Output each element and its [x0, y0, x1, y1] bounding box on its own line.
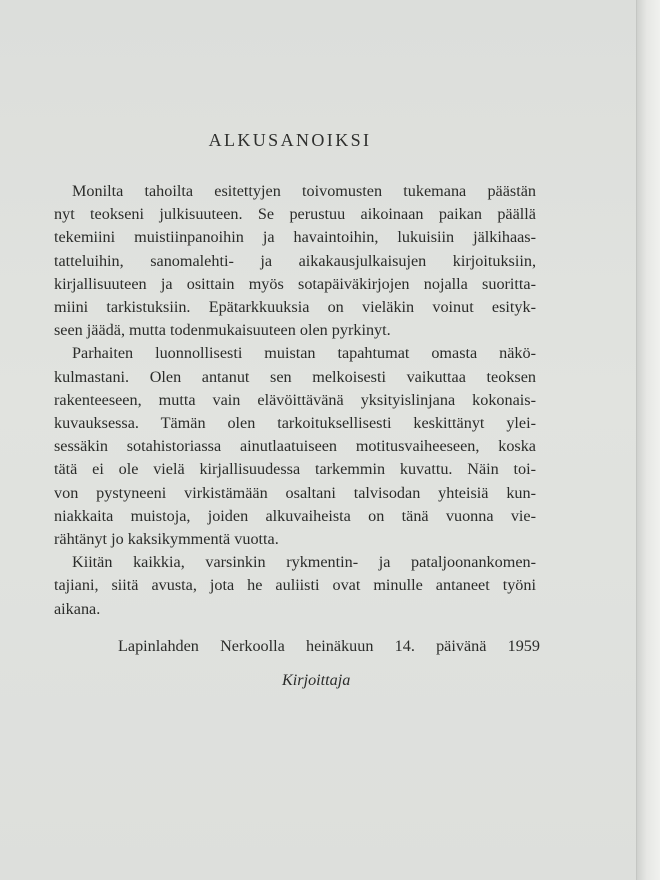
text-line: sessäkin sotahistoriassa ainutlaatuiseen motitusvaiheeseen, koska — [54, 437, 536, 456]
text-line: niakkaita muistoja, joiden alkuvaiheista on tänä vuonna vie- — [54, 506, 536, 525]
text-line: rähtänyt jo kaksikymmentä vuotta. — [54, 530, 279, 549]
text-line: Kiitän kaikkia, varsinkin rykmentin- ja pataljoonankomen- — [72, 553, 536, 572]
author-signature: Kirjoittaja — [282, 671, 351, 689]
text-line: Parhaiten luonnollisesti muistan tapahtumat omasta näkö- — [72, 344, 536, 363]
text-line: tätä ei ole vielä kirjallisuudessa tarkemmin kuvattu. Näin toi- — [54, 460, 536, 479]
paragraph-3 — [54, 551, 536, 621]
text-line: aikana. — [54, 599, 101, 618]
place-and-date: Lapinlahden Nerkoolla heinäkuun 14. päivänä 1959 — [118, 637, 540, 655]
text-line: Monilta tahoilta esitettyjen toivomusten tukemana päästän — [72, 182, 536, 200]
text-line: kirjallisuuteen ja osittain myös sotapäiväkirjojen nojalla suoritta- — [54, 274, 536, 293]
text-line: tekemiini muistiinpanoihin ja havaintoihin, lukuisiin jälkihaas- — [54, 228, 536, 247]
text-line: miini tarkistuksiin. Epätarkkuuksia on vieläkin voinut esityk- — [54, 298, 536, 317]
text-line: tatteluihin, sanomalehti- ja aikakausjulkaisujen kirjoituksiin, — [54, 251, 536, 270]
text-line: kuvauksessa. Tämän olen tarkoituksellisesti keskittänyt ylei- — [54, 414, 536, 433]
text-line: nyt teokseni julkisuuteen. Se perustuu aikoinaan paikan päällä — [54, 205, 536, 224]
page-edge — [636, 0, 660, 880]
text-line: seen jäädä, mutta todenmukaisuuteen olen pyrkinyt. — [54, 321, 391, 340]
text-line: rakenteeseen, mutta vain elävöittävänä yksityislinjana kokonais- — [54, 390, 536, 409]
preface-body — [54, 180, 536, 621]
page-title: ALKUSANOIKSI — [208, 130, 372, 150]
text-line: tajiani, siitä avusta, jota he auliisti ovat minulle antaneet työni — [54, 576, 536, 595]
paragraph-1 — [54, 180, 536, 342]
text-line: von pystyneeni virkistämään osaltani talvisodan yhteisiä kun- — [54, 483, 536, 502]
text-line: kulmastani. Olen antanut sen melkoisesti vaikuttaa teoksen — [54, 367, 536, 386]
paragraph-2 — [54, 342, 536, 551]
